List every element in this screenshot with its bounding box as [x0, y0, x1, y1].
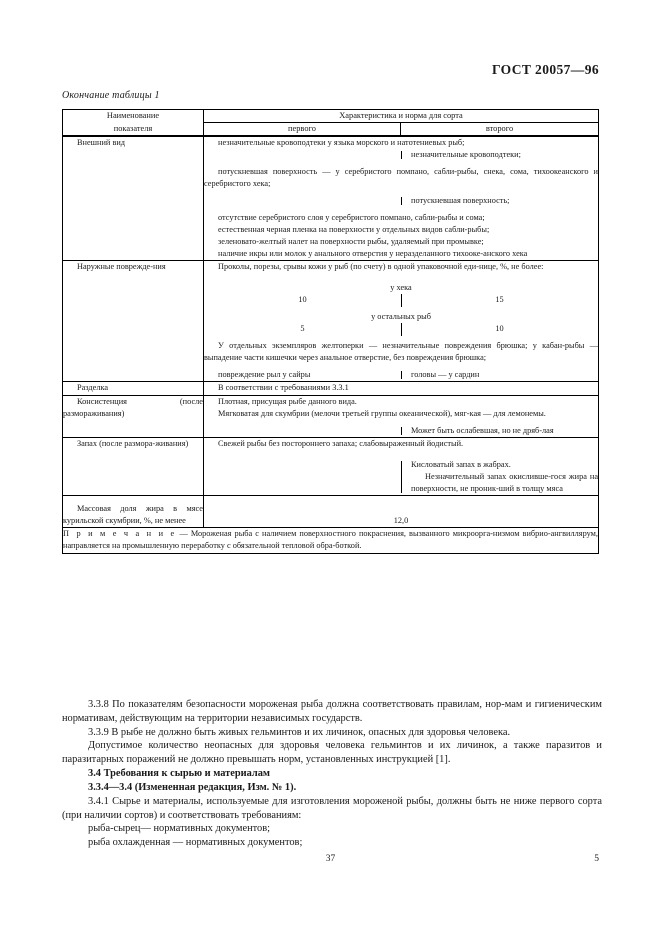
band-label-hake: у хека — [390, 283, 412, 293]
row-label-external-damage: Наружные поврежде-ния — [63, 261, 204, 382]
consistency-line-1: Плотная, присущая рыбе данного вида. — [218, 396, 357, 406]
requirements-table — [62, 109, 599, 554]
damage-band-hake — [204, 282, 598, 306]
note-text: — Мороженая рыба с наличием поверхностного покраснения, вызванного микроорга-низмом вибрио-ангвиллярум, направляется на промышленную переработку с обязательной тепловой обра-боткой. — [63, 528, 598, 551]
table-note-row — [63, 527, 599, 553]
appearance-line-8: наличие икры или молок у анального отверстия у неразделанного тихооке-анского хека — [218, 249, 528, 259]
grade-divider-rule — [401, 371, 402, 379]
paragraph-3-4-1: 3.4.1 Сырье и материалы, используемые для изготовления мороженой рыбы, должны быть не ниже первого сорта (при наличии сортов) и соответствовать требованиям: — [62, 795, 602, 821]
smell-line-2: Кисловатый запах в жабрах. — [411, 459, 511, 469]
consistency-split: Может быть ослабевшая, но не дряб-лая — [204, 425, 598, 437]
damage-tail-text: У отдельных экземпляров желтоперки — незначительные повреждения брюшка; у кабан-рыбы — выпадение части кишечки через анальное отверстие, без повреждения брюшка; — [204, 341, 598, 363]
grade-divider-rule — [401, 197, 402, 205]
table-header-row-1 — [63, 110, 599, 123]
appearance-line-3: потускневшая поверхность — у серебристого помпано, сабли-рыбы, снека, сома, тихоокеанского и серебристого хека; — [204, 167, 598, 189]
table-row — [63, 136, 599, 261]
body-paragraphs — [62, 698, 602, 850]
table-row — [63, 395, 599, 437]
table-row — [63, 437, 599, 495]
consistency-line-2: Мягковатая для скумбрии (мелочи третьей группы океанической), мяг-кая — для лемонемы. — [218, 408, 546, 418]
damage-saury: повреждение рыл у сайры — [218, 370, 311, 380]
header-cell-characteristic: Характеристика и норма для сорта — [204, 110, 599, 123]
list-item-chilled-fish: рыба охлажденная — нормативных документов; — [88, 837, 303, 849]
row-value-smell — [204, 437, 599, 495]
paragraph-revision-note: 3.3.4—3.4 (Измененная редакция, Изм. № 1). — [88, 781, 297, 793]
smell-line-1: Свежей рыбы без постороннего запаха; слабовыраженный йодистый. — [218, 438, 464, 448]
row-value-consistency — [204, 395, 599, 437]
damage-sardine: головы — у сардин — [411, 370, 480, 380]
row-label-appearance: Внешний вид — [63, 136, 204, 261]
header-cell-grade-first: первого — [204, 123, 401, 137]
row-label-consistency: Консистенция (после размораживания) — [63, 395, 204, 437]
grade-divider-rule — [401, 427, 402, 435]
damage-band-other-fish — [204, 311, 598, 335]
row-value-cutting: В соответствии с требованиями 3.3.1 — [204, 382, 599, 395]
grade-divider-rule — [401, 151, 402, 159]
row-label-cutting: Разделка — [63, 382, 204, 395]
row-label-fat-content: Массовая доля жира в мясе курильской скумбрии, %, не менее — [63, 495, 204, 527]
paragraph-3-3-8: 3.3.8 По показателям безопасности мороженая рыба должна соответствовать правилам, нор-мам и гигиеническим нормативам, действующим на территории независимых государств. — [62, 699, 602, 724]
standard-number: ГОСТ 20057—96 — [492, 62, 599, 77]
band-hake-second: 15 — [495, 295, 504, 305]
note-prefix: П р и м е ч а н и е — [63, 528, 177, 538]
row-value-external-damage — [204, 261, 599, 382]
band-other-second: 10 — [495, 324, 504, 334]
list-item-raw-fish: рыба-сырец— нормативных документов; — [88, 823, 271, 835]
header-indicator-line1: Наименование — [106, 111, 160, 120]
row-value-appearance — [204, 136, 599, 261]
appearance-line-2: незначительные кровоподтеки; — [204, 149, 598, 161]
table-row — [63, 382, 599, 395]
damage-intro: Проколы, порезы, срывы кожи у рыб (по счету) в одной упаковочной еди-нице, %, не более: — [218, 262, 544, 272]
paragraph-3-3-9: 3.3.9 В рыбе не должно быть живых гельминтов и их личинок, опасных для здоровья человека. — [88, 726, 511, 738]
appearance-line-5: отсутствие серебристого слоя у серебристого помпано, сабли-рыбы и сома; — [218, 213, 485, 223]
grade-divider-rule — [401, 323, 402, 336]
band-label-other-fish: у остальных рыб — [371, 312, 431, 322]
grade-divider-rule — [401, 294, 402, 307]
row-value-fat-content: 12,0 — [204, 495, 599, 527]
table-note — [63, 527, 599, 553]
paragraph-allowed-amount: Допустимое количество неопасных для здоровья человека гельминтов и их личинок, а также паразитов и паразитарных поражений не должно превышать норм, установленных инструкцией [1]. — [62, 740, 602, 766]
table-row — [63, 261, 599, 382]
header-indicator-line2: показателя — [113, 123, 153, 133]
grade-divider-rule — [401, 461, 402, 493]
row-label-smell: Запах (после размора-живания) — [63, 437, 204, 495]
band-hake-first: 10 — [298, 295, 307, 305]
heading-3-4: 3.4 Требования к сырью и материалам — [88, 768, 271, 780]
table-caption: Окончание таблицы 1 — [62, 90, 160, 101]
appearance-line-4: потускневшая поверхность; — [204, 195, 598, 207]
smell-split — [204, 459, 598, 495]
page-number-center: 37 — [325, 854, 336, 864]
smell-line-3: Незначительный запах окисливше-гося жира на поверхности, не проник-ший в толщу мяса — [411, 471, 598, 493]
damage-tail-split — [204, 369, 598, 381]
header-cell-grade-second: второго — [401, 123, 599, 137]
band-other-first: 5 — [300, 324, 305, 334]
appearance-line-1: незначительные кровоподтеки у языка морского и натотениевых рыб; — [218, 138, 465, 148]
appearance-line-7: зеленовато-желтый налет на поверхности рыбы, удаляемый при промывке; — [218, 237, 484, 247]
appearance-line-6: естественная черная пленка на поверхности у отдельных видов сабли-рыбы; — [218, 225, 490, 235]
page-number-right: 5 — [594, 854, 599, 864]
header-cell-indicator-name — [63, 110, 204, 137]
table-row — [63, 495, 599, 527]
